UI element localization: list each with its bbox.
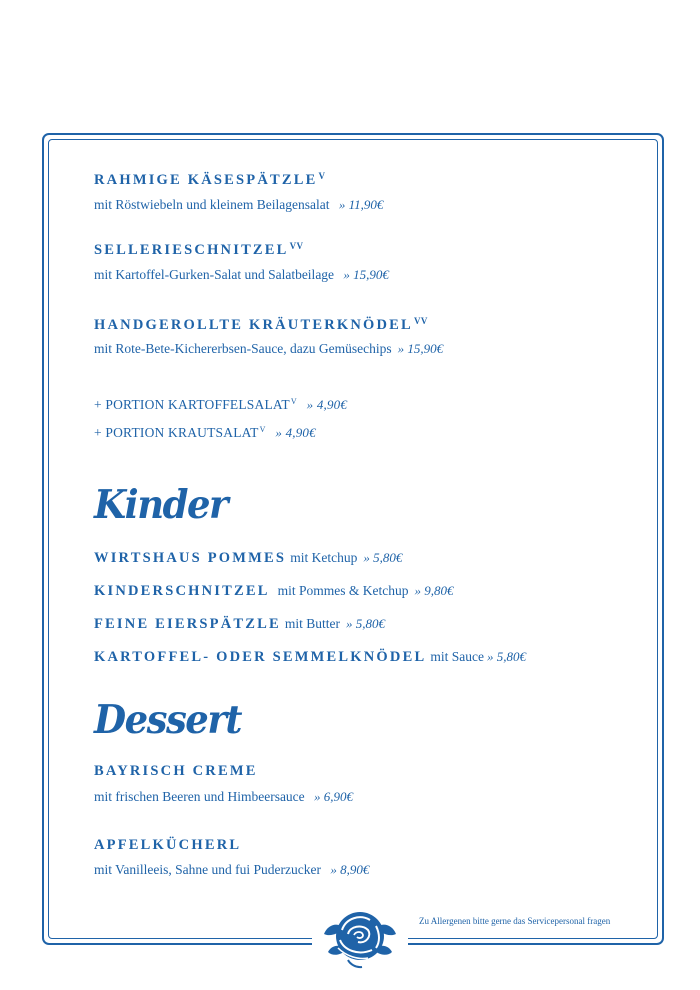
dessert-description: mit Vanilleeis, Sahne und fui Puderzucker » 8,90€ [94,862,370,877]
dish-price: » 11,90€ [338,197,384,212]
kids-item: KARTOFFEL- ODER SEMMELKNÖDEL mit Sauce » 5,80€ [94,649,526,665]
dish-title: RAHMIGE $KÄSESPÄTZLE^V$ [94,171,326,188]
section-heading-dessert: Dessert [94,696,241,743]
menu-frame-inner [48,139,658,939]
kids-price: » 9,80€ [414,583,454,598]
kids-price: » 5,80€ [486,649,526,664]
side-item: + PORTION $KARTOFFELSALAT^V$ » 4,90€ [94,397,348,412]
rose-icon [318,904,402,970]
dish-title: $SELLERIESCHNITZEL^{VV}$ [94,241,304,258]
kids-item: WIRTSHAUS POMMES mit Ketchup » 5,80€ [94,550,403,566]
dish-title: HANDGEROLLTE $KRÄUTERKNÖDEL^{VV}$ [94,316,428,333]
kids-item: KINDERSCHNITZEL mit Pommes & Ketchup » 9,80€ [94,583,454,599]
kids-item: FEINE EIERSPÄTZLE mit Butter » 5,80€ [94,616,385,632]
kids-price: » 5,80€ [363,550,403,565]
section-heading-kinder: Kinder [94,481,228,528]
dessert-price: » 6,90€ [314,789,354,804]
dessert-price: » 8,90€ [330,862,370,877]
dish-description: mit Rote-Bete-Kichererbsen-Sauce, dazu Gemüsechips » 15,90€ [94,341,444,356]
side-item: + PORTION $KRAUTSALAT^V$ » 4,90€ [94,425,316,440]
dessert-description: mit frischen Beeren und Himbeersauce » 6,90€ [94,789,354,804]
dish-description: mit Kartoffel-Gurken-Salat und Salatbeilage » 15,90€ [94,267,389,282]
side-price: » 4,90€ [275,425,316,440]
dish-price: » 15,90€ [343,267,389,282]
dessert-title: APFELKÜCHERL [94,837,242,853]
dessert-title: BAYRISCH CREME [94,763,258,779]
side-price: » 4,90€ [306,397,348,412]
kids-price: » 5,80€ [346,616,385,631]
dish-description: mit Röstwiebeln und kleinem Beilagensalat » 11,90€ [94,197,384,212]
allergen-note: Zu Allergenen bitte gerne das Servicepersonal fragen [419,916,611,926]
dish-price: » 15,90€ [397,341,444,356]
